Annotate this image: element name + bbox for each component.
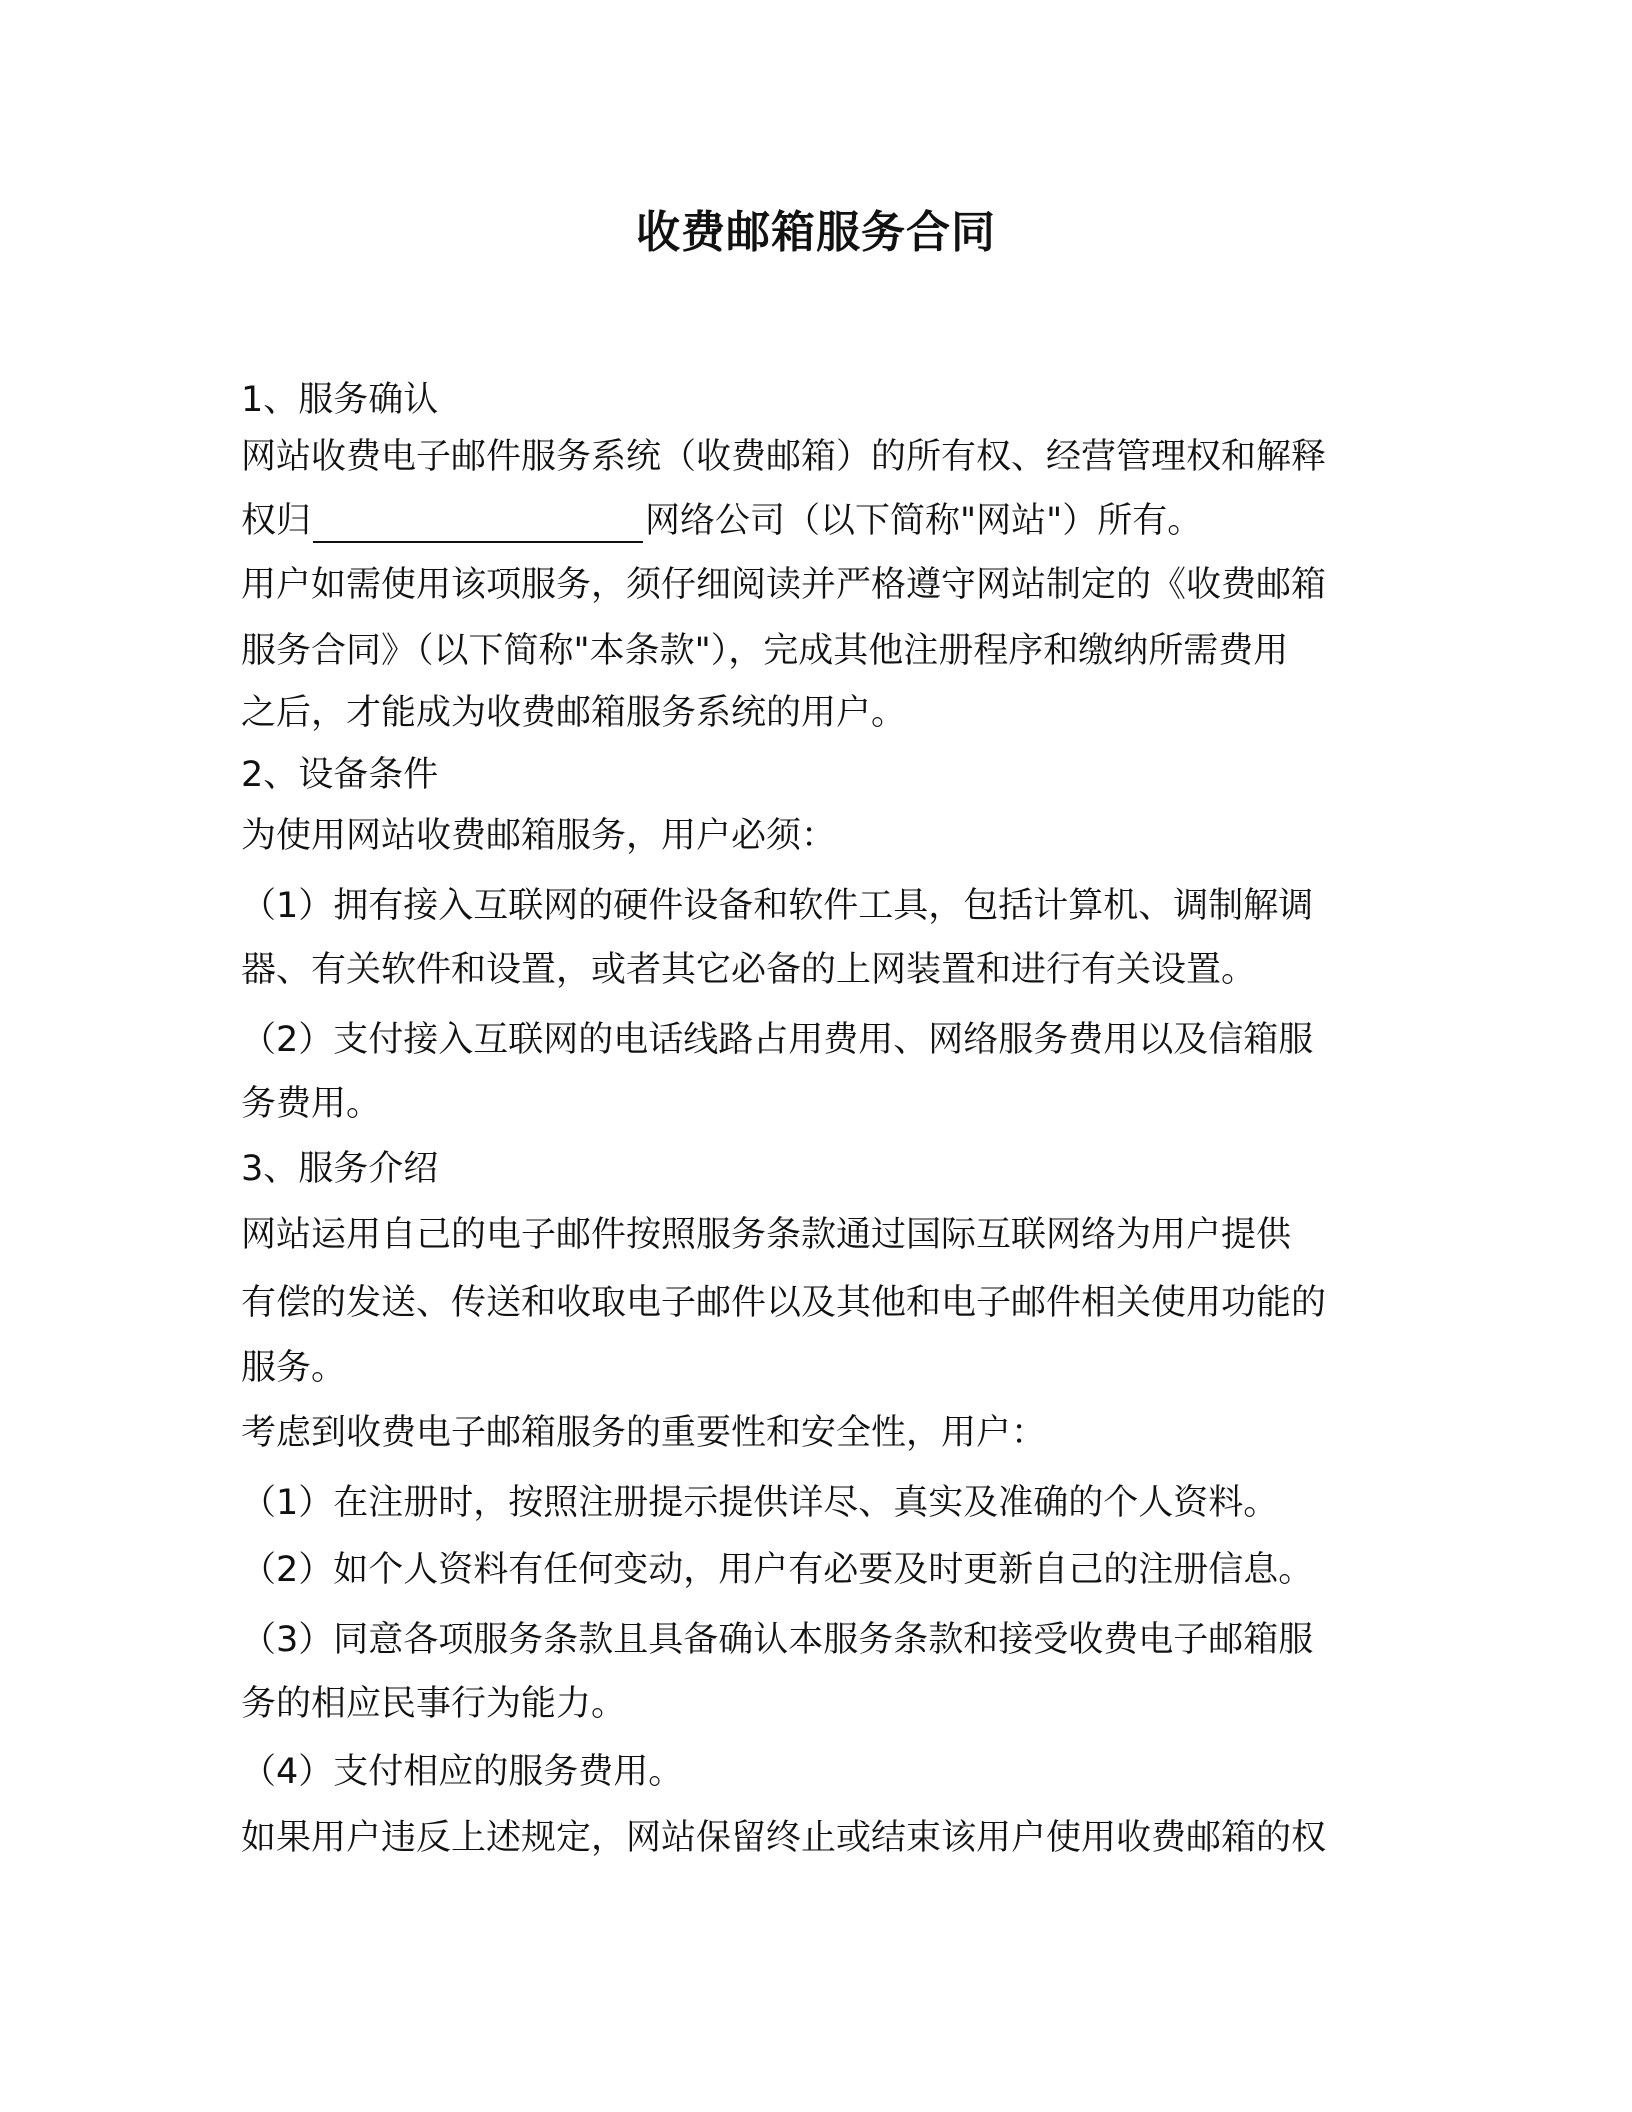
line-text-before-blank: 权归 [241,501,312,541]
list-item-line: （1）在注册时，按照注册提示提供详尽、真实及准确的个人资料。 [241,1483,1279,1523]
list-item-line: （3）同意各项服务条款且具备确认本服务条款和接受收费电子邮箱服 [241,1620,1314,1660]
paragraph-line: 考虑到收费电子邮箱服务的重要性和安全性，用户： [241,1413,1047,1453]
paragraph-line: 服务。 [241,1348,347,1388]
list-item-line: （4）支付相应的服务费用。 [241,1752,684,1792]
document-title: 收费邮箱服务合同 [636,207,996,258]
paragraph-line: 用户如需使用该项服务，须仔细阅读并严格遵守网站制定的《收费邮箱 [241,565,1327,605]
list-item-line: （2）支付接入互联网的电话线路占用费用、网络服务费用以及信箱服 [241,1020,1314,1060]
paragraph-line: 有偿的发送、传送和收取电子邮件以及其他和电子邮件相关使用功能的 [241,1283,1327,1323]
list-item-line: （1）拥有接入互联网的硬件设备和软件工具，包括计算机、调制解调 [241,886,1314,926]
paragraph-line: 之后，才能成为收费邮箱服务系统的用户。 [241,693,907,733]
paragraph-line: 为使用网站收费邮箱服务，用户必须： [241,816,837,856]
paragraph-line: 如果用户违反上述规定，网站保留终止或结束该用户使用收费邮箱的权 [241,1818,1327,1858]
list-item-line: 器、有关软件和设置，或者其它必备的上网装置和进行有关设置。 [241,950,1257,990]
paragraph-line: 网站运用自己的电子邮件按照服务条款通过国际互联网络为用户提供 [241,1215,1292,1255]
section-heading-service-confirmation: 1、服务确认 [241,380,439,420]
list-item-line: （2）如个人资料有任何变动，用户有必要及时更新自己的注册信息。 [241,1550,1314,1590]
section-heading-equipment-conditions: 2、设备条件 [241,755,439,795]
company-name-blank [313,505,643,543]
line-text-after-blank: 网络公司（以下简称"网站"）所有。 [645,501,1203,541]
list-item-line: 务的相应民事行为能力。 [241,1684,627,1724]
section-heading-service-introduction: 3、服务介绍 [241,1149,439,1189]
paragraph-line-with-blank [241,493,1202,543]
list-item-line: 务费用。 [241,1084,382,1124]
paragraph-line: 服务合同》（以下简称"本条款"），完成其他注册程序和缴纳所需费用 [241,631,1289,671]
paragraph-line: 网站收费电子邮件服务系统（收费邮箱）的所有权、经营管理权和解释 [241,437,1327,477]
